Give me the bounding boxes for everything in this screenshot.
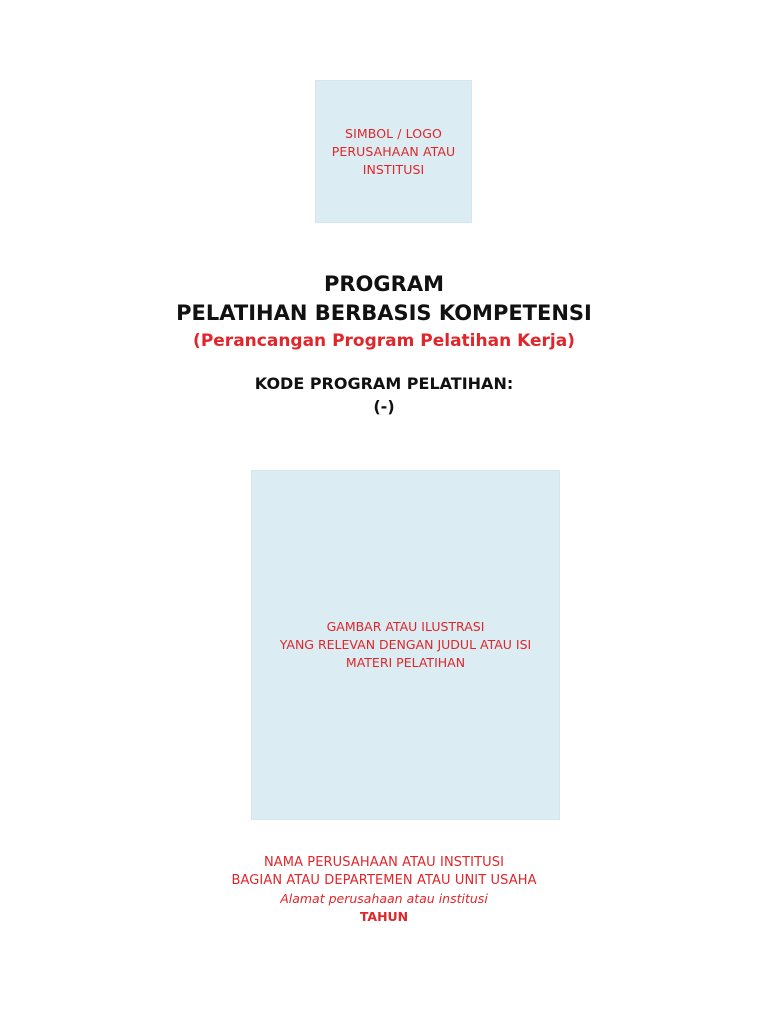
illustration-placeholder bbox=[251, 470, 560, 820]
program-code-value: (-) bbox=[373, 397, 395, 416]
title-main: PELATIHAN BERBASIS KOMPETENSI bbox=[176, 301, 592, 325]
title-subtitle: (Perancangan Program Pelatihan Kerja) bbox=[193, 331, 575, 351]
footer-address: Alamat perusahaan atau institusi bbox=[280, 891, 488, 906]
illustration-placeholder-line: GAMBAR ATAU ILUSTRASI bbox=[326, 619, 485, 634]
title-block bbox=[0, 270, 768, 353]
footer-company-name: NAMA PERUSAHAAN ATAU INSTITUSI bbox=[263, 855, 505, 870]
footer-block bbox=[0, 854, 768, 926]
logo-placeholder-line: SIMBOL / LOGO bbox=[345, 125, 442, 141]
program-code-block bbox=[0, 372, 768, 418]
logo-placeholder bbox=[315, 80, 472, 223]
illustration-placeholder-line: YANG RELEVAN DENGAN JUDUL ATAU ISI bbox=[279, 637, 532, 652]
program-code-label: KODE PROGRAM PELATIHAN: bbox=[254, 374, 514, 393]
illustration-placeholder-line: MATERI PELATIHAN bbox=[345, 655, 466, 670]
logo-placeholder-line: INSTITUSI bbox=[362, 161, 425, 177]
logo-placeholder-line: PERUSAHAAN ATAU bbox=[331, 143, 456, 159]
title-program: PROGRAM bbox=[324, 272, 444, 296]
footer-year: TAHUN bbox=[359, 909, 409, 924]
footer-department: BAGIAN ATAU DEPARTEMEN ATAU UNIT USAHA bbox=[231, 873, 537, 888]
